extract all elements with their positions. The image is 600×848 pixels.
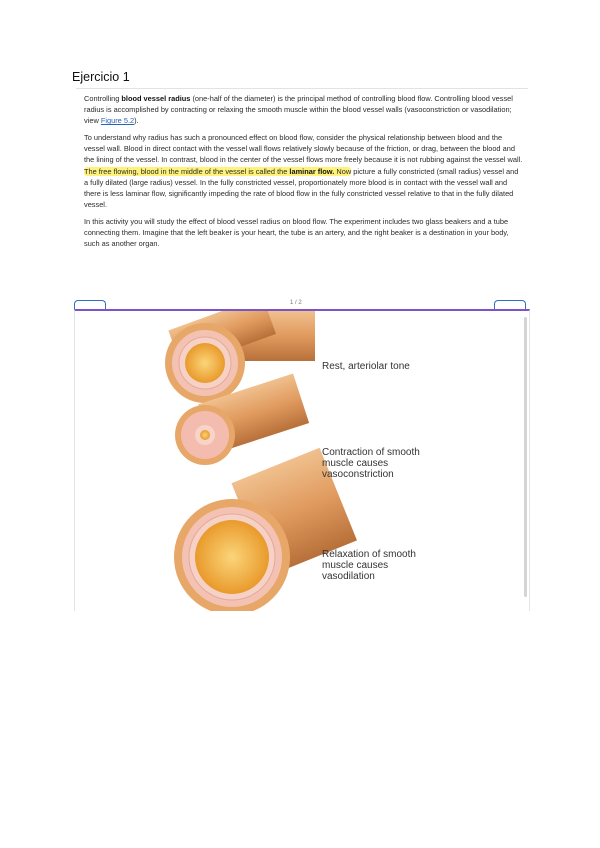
term-laminar-flow: laminar flow.	[289, 166, 335, 176]
next-button[interactable]	[494, 300, 526, 309]
previous-button[interactable]	[74, 300, 106, 309]
label-rest: Rest, arteriolar tone	[322, 361, 410, 372]
blood-vessel-illustration	[75, 311, 529, 611]
figure-panel	[74, 309, 530, 611]
paragraph-1: Controlling blood vessel radius (one-half of the diameter) is the principal method of controlling blood flow. Controlling blood vessel radius is accomplished by contracting or relaxing the smooth muscle within the blood vessel walls (vasoconstriction or vasodilation; view Figure 5.2).	[84, 94, 513, 126]
figure-link[interactable]: Figure 5.2	[100, 116, 135, 126]
paragraph-3: In this activity you will study the effect of blood vessel radius on blood flow. The experiment includes two glass beakers and a tube connecting them. Imagine that the left beaker is your heart, the tube is an artery, and the right beaker is a destination in your body, such as another organ.	[84, 216, 509, 249]
exercise-heading: Ejercicio 1	[72, 70, 130, 84]
divider	[76, 88, 528, 89]
label-vasodilation: Relaxation of smooth muscle causes vasodilation	[322, 549, 416, 582]
paragraph-2: To understand why radius has such a pronounced effect on blood flow, consider the physical relationship between blood and the vessel wall. Blood in direct contact with the vessel wall flows relatively slowly because of the friction, or drag, between the blood and the lining of the vessel. In contrast, blood in the center of the vessel flows more freely because it is not rubbing against the vessel wall. The free flowing, blood in the middle of the vessel is called the laminar flow. Now picture a fully constricted (small radius) vessel and a fully dilated (large radius) vessel. In the fully constricted vessel, proportionately more blood is in contact with the vessel wall and there is less laminar flow, significantly impeding the rate of blood flow in the fully constricted vessel relative to that in the fully dilated vessel.	[84, 133, 523, 209]
highlighted-text: The free flowing, blood in the middle of the vessel is called the laminar flow. Now	[84, 166, 352, 176]
page-indicator: 1 / 2	[290, 300, 302, 306]
term-blood-vessel-radius: blood vessel radius	[121, 94, 191, 103]
scrollbar[interactable]	[524, 317, 527, 597]
label-vasoconstriction: Contraction of smooth muscle causes vasoconstriction	[322, 447, 420, 480]
reading-text	[84, 93, 524, 255]
